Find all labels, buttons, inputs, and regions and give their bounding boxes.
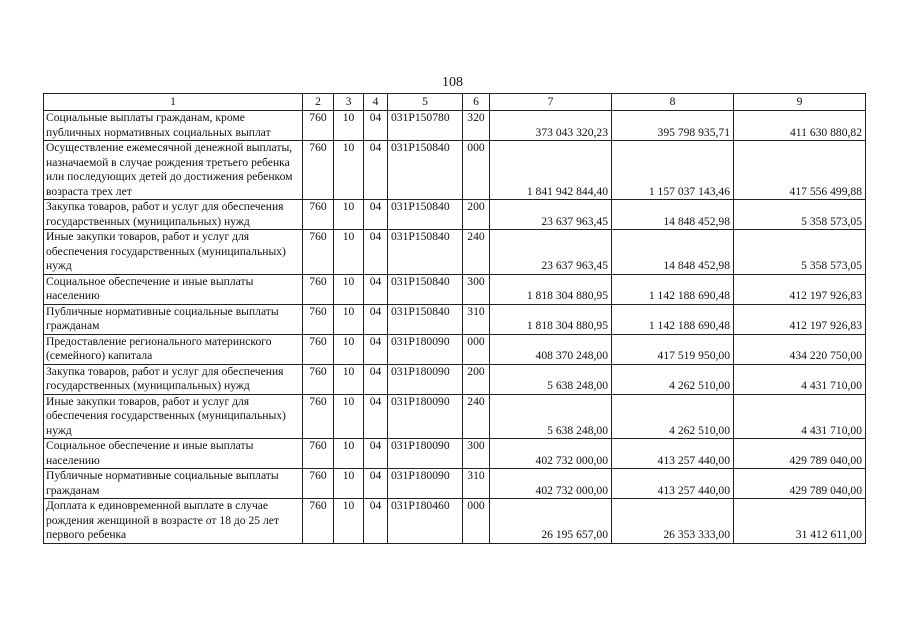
- row-col-7: 408 370 248,00: [490, 334, 612, 364]
- row-col-5: 031Р150840: [388, 141, 463, 200]
- row-col-7: 23 637 963,45: [490, 230, 612, 275]
- header-col-3: 3: [334, 94, 364, 111]
- page-number: 108: [442, 75, 463, 90]
- row-name: Иные закупки товаров, работ и услуг для обеспечения государственных (муниципальных) нужд: [44, 230, 303, 275]
- row-col-6: 310: [463, 469, 490, 499]
- row-name: Социальные выплаты гражданам, кроме публичных нормативных социальных выплат: [44, 111, 303, 141]
- row-col-4: 04: [364, 469, 388, 499]
- row-col-3: 10: [334, 304, 364, 334]
- row-col-9: 429 789 040,00: [734, 439, 866, 469]
- row-col-8: 26 353 333,00: [612, 499, 734, 544]
- row-col-7: 373 043 320,23: [490, 111, 612, 141]
- row-col-7: 1 818 304 880,95: [490, 274, 612, 304]
- row-col-9: 5 358 573,05: [734, 230, 866, 275]
- row-col-3: 10: [334, 200, 364, 230]
- row-name: Закупка товаров, работ и услуг для обеспечения государственных (муниципальных) нужд: [44, 364, 303, 394]
- row-col-5: 031Р180090: [388, 394, 463, 439]
- table-row: [44, 499, 866, 544]
- row-col-9: 412 197 926,83: [734, 304, 866, 334]
- row-col-6: 200: [463, 364, 490, 394]
- table-row: [44, 200, 866, 230]
- row-col-3: 10: [334, 499, 364, 544]
- row-col-4: 04: [364, 499, 388, 544]
- row-col-3: 10: [334, 141, 364, 200]
- row-col-6: 000: [463, 334, 490, 364]
- row-col-8: 14 848 452,98: [612, 230, 734, 275]
- row-col-6: 000: [463, 141, 490, 200]
- row-col-7: 23 637 963,45: [490, 200, 612, 230]
- row-col-3: 10: [334, 364, 364, 394]
- row-col-3: 10: [334, 230, 364, 275]
- table-row: [44, 304, 866, 334]
- table-row: [44, 111, 866, 141]
- row-col-7: 402 732 000,00: [490, 439, 612, 469]
- row-col-5: 031Р180090: [388, 334, 463, 364]
- row-col-5: 031Р150840: [388, 200, 463, 230]
- row-col-7: 5 638 248,00: [490, 394, 612, 439]
- row-col-4: 04: [364, 439, 388, 469]
- row-col-7: 402 732 000,00: [490, 469, 612, 499]
- row-col-5: 031Р180090: [388, 364, 463, 394]
- row-col-9: 434 220 750,00: [734, 334, 866, 364]
- row-col-2: 760: [303, 469, 334, 499]
- row-col-5: 031Р150780: [388, 111, 463, 141]
- row-col-3: 10: [334, 334, 364, 364]
- table-row: [44, 274, 866, 304]
- table-row: [44, 394, 866, 439]
- row-col-2: 760: [303, 499, 334, 544]
- row-name: Публичные нормативные социальные выплаты гражданам: [44, 304, 303, 334]
- row-col-8: 1 157 037 143,46: [612, 141, 734, 200]
- row-col-6: 310: [463, 304, 490, 334]
- row-col-7: 26 195 657,00: [490, 499, 612, 544]
- table-row: [44, 141, 866, 200]
- row-col-2: 760: [303, 200, 334, 230]
- row-col-2: 760: [303, 334, 334, 364]
- row-col-4: 04: [364, 230, 388, 275]
- row-name: Закупка товаров, работ и услуг для обеспечения государственных (муниципальных) нужд: [44, 200, 303, 230]
- row-col-3: 10: [334, 274, 364, 304]
- header-col-7: 7: [490, 94, 612, 111]
- header-col-9: 9: [734, 94, 866, 111]
- row-col-2: 760: [303, 364, 334, 394]
- row-col-9: 412 197 926,83: [734, 274, 866, 304]
- header-col-4: 4: [364, 94, 388, 111]
- row-col-7: 1 841 942 844,40: [490, 141, 612, 200]
- row-col-5: 031Р180460: [388, 499, 463, 544]
- row-name: Осуществление ежемесячной денежной выплаты, назначаемой в случае рождения третьего ребенка или последующих детей до достижения ребенком возраста трех лет: [44, 141, 303, 200]
- row-col-4: 04: [364, 111, 388, 141]
- row-col-8: 4 262 510,00: [612, 394, 734, 439]
- row-col-4: 04: [364, 141, 388, 200]
- row-col-5: 031Р150840: [388, 274, 463, 304]
- row-col-6: 000: [463, 499, 490, 544]
- table-row: [44, 334, 866, 364]
- row-col-4: 04: [364, 394, 388, 439]
- row-col-3: 10: [334, 439, 364, 469]
- row-name: Социальное обеспечение и иные выплаты населению: [44, 439, 303, 469]
- row-col-6: 300: [463, 439, 490, 469]
- row-name: Социальное обеспечение и иные выплаты населению: [44, 274, 303, 304]
- row-col-9: 31 412 611,00: [734, 499, 866, 544]
- row-col-4: 04: [364, 274, 388, 304]
- row-col-9: 411 630 880,82: [734, 111, 866, 141]
- row-col-5: 031Р150840: [388, 230, 463, 275]
- row-col-4: 04: [364, 200, 388, 230]
- table-row: [44, 230, 866, 275]
- table-row: [44, 469, 866, 499]
- row-col-4: 04: [364, 304, 388, 334]
- row-col-3: 10: [334, 394, 364, 439]
- header-col-8: 8: [612, 94, 734, 111]
- row-col-8: 4 262 510,00: [612, 364, 734, 394]
- row-col-5: 031Р180090: [388, 469, 463, 499]
- row-col-2: 760: [303, 230, 334, 275]
- budget-table: [43, 93, 866, 544]
- row-col-9: 429 789 040,00: [734, 469, 866, 499]
- row-col-6: 200: [463, 200, 490, 230]
- row-col-4: 04: [364, 364, 388, 394]
- row-col-8: 1 142 188 690,48: [612, 304, 734, 334]
- row-col-2: 760: [303, 111, 334, 141]
- row-col-6: 240: [463, 394, 490, 439]
- row-col-8: 1 142 188 690,48: [612, 274, 734, 304]
- header-row: [44, 94, 866, 111]
- row-col-8: 417 519 950,00: [612, 334, 734, 364]
- row-col-8: 413 257 440,00: [612, 439, 734, 469]
- row-col-6: 240: [463, 230, 490, 275]
- row-col-9: 4 431 710,00: [734, 364, 866, 394]
- row-col-9: 5 358 573,05: [734, 200, 866, 230]
- row-name: Иные закупки товаров, работ и услуг для обеспечения государственных (муниципальных) нужд: [44, 394, 303, 439]
- row-col-3: 10: [334, 469, 364, 499]
- header-col-2: 2: [303, 94, 334, 111]
- row-col-7: 1 818 304 880,95: [490, 304, 612, 334]
- row-col-5: 031Р150840: [388, 304, 463, 334]
- row-col-2: 760: [303, 141, 334, 200]
- row-col-6: 320: [463, 111, 490, 141]
- row-col-5: 031Р180090: [388, 439, 463, 469]
- row-name: Доплата к единовременной выплате в случае рождения женщиной в возрасте от 18 до 25 лет первого ребенка: [44, 499, 303, 544]
- header-col-5: 5: [388, 94, 463, 111]
- header-col-6: 6: [463, 94, 490, 111]
- row-name: Предоставление регионального материнского (семейного) капитала: [44, 334, 303, 364]
- row-col-9: 417 556 499,88: [734, 141, 866, 200]
- row-col-2: 760: [303, 394, 334, 439]
- row-name: Публичные нормативные социальные выплаты гражданам: [44, 469, 303, 499]
- row-col-3: 10: [334, 111, 364, 141]
- row-col-2: 760: [303, 439, 334, 469]
- row-col-2: 760: [303, 304, 334, 334]
- table-row: [44, 439, 866, 469]
- row-col-4: 04: [364, 334, 388, 364]
- row-col-6: 300: [463, 274, 490, 304]
- row-col-8: 395 798 935,71: [612, 111, 734, 141]
- row-col-7: 5 638 248,00: [490, 364, 612, 394]
- row-col-8: 413 257 440,00: [612, 469, 734, 499]
- row-col-8: 14 848 452,98: [612, 200, 734, 230]
- row-col-9: 4 431 710,00: [734, 394, 866, 439]
- header-col-1: 1: [44, 94, 303, 111]
- row-col-2: 760: [303, 274, 334, 304]
- table-row: [44, 364, 866, 394]
